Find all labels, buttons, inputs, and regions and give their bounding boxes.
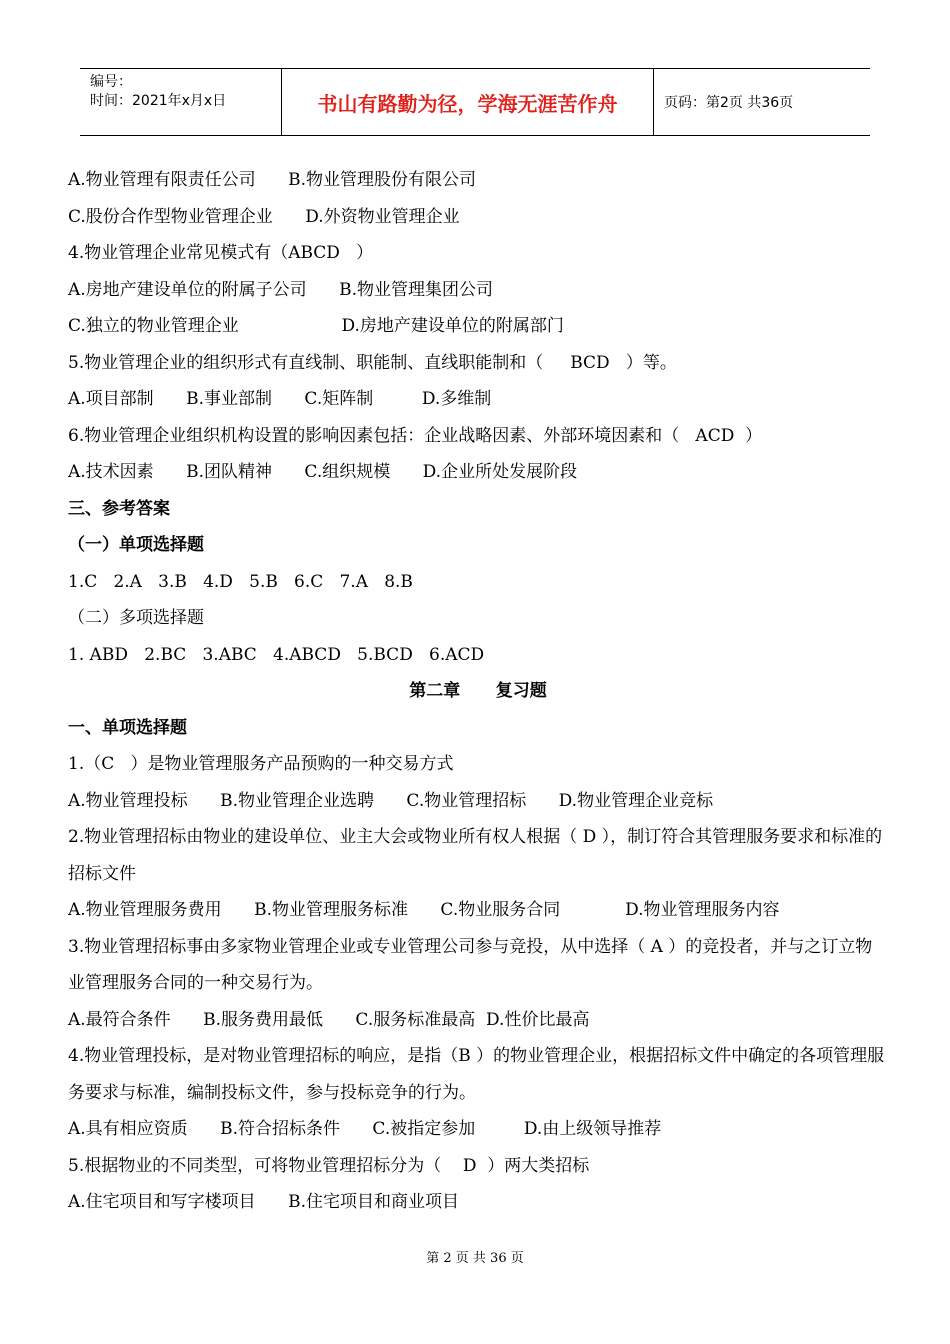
text-line: 5.物业管理企业的组织形式有直线制、职能制、直线职能制和（ BCD ）等。 [68,352,677,373]
text-line: A.技术因素 B.团队精神 C.组织规模 D.企业所处发展阶段 [68,462,578,482]
page-header [80,68,870,136]
text-line: A.物业管理有限责任公司 B.物业管理股份有限公司 [68,170,476,190]
answer-line: 1.C 2.A 3.B 4.D 5.B 6.C 7.A 8.B [68,571,413,592]
text-line: 5.根据物业的不同类型，可将物业管理招标分为（ D ）两大类招标 [68,1155,590,1176]
section-heading: 一、单项选择题 [68,717,187,738]
text-line: A.住宅项目和写字楼项目 B.住宅项目和商业项目 [68,1192,459,1212]
section-heading: 三、参考答案 [68,498,170,519]
header-meta [80,69,282,135]
header-motto: 书山有路勤为径，学海无涯苦作舟 [282,69,654,135]
text-paragraph: 3.物业管理招标事由多家物业管理企业或专业管理公司参与竞投，从中选择（ A ）的竞投者，并与之订立物业管理服务合同的一种交易行为。 [68,936,873,993]
subsection-heading: （一）单项选择题 [68,535,204,555]
subsection-heading: （二）多项选择题 [68,608,204,628]
text-line: A.物业管理服务费用 B.物业管理服务标准 C.物业服务合同 D.物业管理服务内容 [68,900,780,920]
page-footer: 第 2 页 共 36 页 [426,1251,524,1266]
number-label: 编号： [90,74,132,90]
text-line: A.最符合条件 B.服务费用最低 C.服务标准最高 D.性价比最高 [68,1009,590,1030]
text-paragraph: 2.物业管理招标由物业的建设单位、业主大会或物业所有权人根据（ D ），制订符合其管理服务要求和标准的招标文件 [68,827,883,884]
text-line: C.股份合作型物业管理企业 D.外资物业管理企业 [68,206,460,227]
text-line: A.项目部制 B.事业部制 C.矩阵制 D.多维制 [68,389,492,409]
answer-line: 1. ABD 2.BC 3.ABC 4.ABCD 5.BCD 6.ACD [68,644,485,665]
header-page-label: 页码：第2页 共36页 [664,95,794,111]
text-line: 4.物业管理企业常见模式有（ABCD ） [68,243,374,263]
text-line: A.物业管理投标 B.物业管理企业选聘 C.物业管理招标 D.物业管理企业竞标 [68,790,714,811]
document-body [68,162,888,1221]
time-label: 时间：2021年x月x日 [90,93,227,109]
text-line: A.房地产建设单位的附属子公司 B.物业管理集团公司 [68,279,493,300]
text-line: 6.物业管理企业组织机构设置的影响因素包括：企业战略因素、外部环境因素和（ ACD ） [68,425,763,446]
text-paragraph: 4.物业管理投标，是对物业管理招标的响应，是指（B ）的物业管理企业，根据招标文件中确定的各项管理服务要求与标准，编制投标文件，参与投标竞争的行为。 [68,1046,885,1103]
text-line: A.具有相应资质 B.符合招标条件 C.被指定参加 D.由上级领导推荐 [68,1119,662,1139]
text-line: C.独立的物业管理企业 D.房地产建设单位的附属部门 [68,316,564,336]
chapter-title: 第二章 复习题 [409,681,547,701]
text-line: 1.（C ）是物业管理服务产品预购的一种交易方式 [68,754,454,774]
